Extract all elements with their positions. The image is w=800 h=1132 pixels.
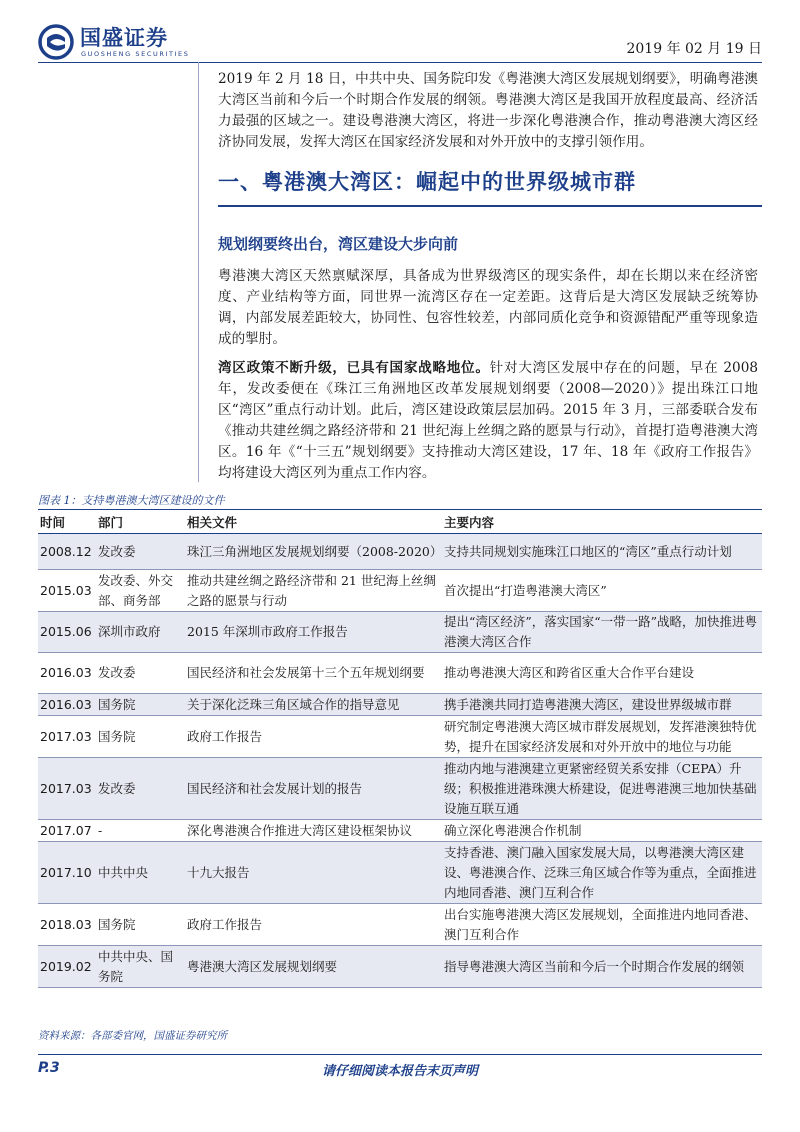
cell-department: 发改委、外交部、商务部	[96, 570, 185, 612]
cell-department: 发改委	[96, 653, 185, 694]
cell-content: 支持共同规划实施珠江口地区的“湾区”重点行动计划	[442, 534, 762, 570]
cell-content: 研究制定粤港澳大湾区城市群发展规划，发挥港澳独特优势，提升在国家经济发展和对外开放中的地位与功能	[442, 716, 762, 758]
table-row	[38, 694, 762, 716]
cell-date: 2008.12	[38, 534, 96, 570]
cell-department: 国务院	[96, 694, 185, 716]
paragraph-lead: 湾区政策不断升级，已具有国家战略地位。	[218, 360, 490, 376]
cell-document: 政府工作报告	[185, 904, 442, 946]
table-row	[38, 653, 762, 694]
cell-document: 推动共建丝绸之路经济带和 21 世纪海上丝绸之路的愿景与行动	[185, 570, 442, 612]
cell-content: 出台实施粤港澳大湾区发展规划，全面推进内地同香港、澳门互利合作	[442, 904, 762, 946]
column-header-date: 时间	[38, 511, 96, 534]
cell-document: 关于深化泛珠三角区域合作的指导意见	[185, 694, 442, 716]
cell-content: 携手港澳共同打造粤港澳大湾区，建设世界级城市群	[442, 694, 762, 716]
data-source: 资料来源：各部委官网，国盛证券研究所	[38, 1030, 227, 1042]
subsection-title: 规划纲要终出台，湾区建设大步向前	[218, 235, 459, 253]
cell-document: 政府工作报告	[185, 716, 442, 758]
cell-date: 2017.07	[38, 820, 96, 842]
margin-divider	[198, 62, 199, 482]
cell-content: 确立深化粤港澳合作机制	[442, 820, 762, 842]
cell-document: 粤港澳大湾区发展规划纲要	[185, 946, 442, 988]
policy-table	[38, 511, 762, 988]
cell-document: 国民经济和社会发展计划的报告	[185, 758, 442, 820]
cell-document: 国民经济和社会发展第十三个五年规划纲要	[185, 653, 442, 694]
cell-date: 2019.02	[38, 946, 96, 988]
table-row	[38, 904, 762, 946]
section-title: 一、粤港澳大湾区：崛起中的世界级城市群	[218, 170, 636, 194]
intro-paragraph: 2019 年 2 月 18 日，中共中央、国务院印发《粤港澳大湾区发展规划纲要》，明确粤港澳大湾区当前和今后一个时期合作发展的纲领。粤港澳大湾区是我国开放程度最高、经济活力最强的区域之一。建设粤港澳大湾区，将进一步深化粤港澳合作，推动粤港澳大湾区经济协同发展，发挥大湾区在国家经济发展和对外开放中的支撑引领作用。	[218, 71, 758, 150]
cell-department: 国务院	[96, 716, 185, 758]
cell-document: 深化粤港澳合作推进大湾区建设框架协议	[185, 820, 442, 842]
cell-content: 指导粤港澳大湾区当前和今后一个时期合作发展的纲领	[442, 946, 762, 988]
paragraph-text: 针对大湾区发展中存在的问题，早在 2008 年，发改委便在《珠江三角洲地区改革发展规划纲要（2008—2020）》提出珠江口地区“湾区”重点行动计划。此后，湾区建设政策层层加码。2015 年 3 月，三部委联合发布《推动共建丝绸之路经济带和 21 世纪海上丝绸之路的愿景与行动》，首提打造粤港澳大湾区。16 年《“十三五”规划纲要》支持推动大湾区建设，17 年、18 年《政府工作报告》均将建设大湾区列为重点工作内容。	[218, 360, 759, 481]
table-row	[38, 570, 762, 612]
cell-document: 十九大报告	[185, 842, 442, 904]
company-name: 国盛证券	[80, 26, 168, 50]
cell-department: 深圳市政府	[96, 612, 185, 653]
cell-department: 国务院	[96, 904, 185, 946]
table-row	[38, 946, 762, 988]
cell-date: 2015.06	[38, 612, 96, 653]
cell-date: 2017.03	[38, 716, 96, 758]
cell-content: 支持香港、澳门融入国家发展大局，以粤港澳大湾区建设、粤港澳合作、泛珠三角区域合作等为重点，全面推进内地同香港、澳门互利合作	[442, 842, 762, 904]
company-logo-icon	[38, 24, 74, 60]
cell-department: 发改委	[96, 758, 185, 820]
table-caption: 图表 1：支持粤港澳大湾区建设的文件	[38, 494, 225, 507]
cell-content: 推动粤港澳大湾区和跨省区重大合作平台建设	[442, 653, 762, 694]
cell-date: 2015.03	[38, 570, 96, 612]
section-title-underline	[218, 205, 762, 207]
column-header-department: 部门	[96, 511, 185, 534]
cell-department: 中共中央、国务院	[96, 946, 185, 988]
page-number: P.3	[38, 1060, 60, 1076]
cell-document: 珠江三角洲地区发展规划纲要（2008-2020）	[185, 534, 442, 570]
body-paragraph-2	[218, 358, 758, 484]
header-divider	[38, 62, 762, 63]
cell-date: 2018.03	[38, 904, 96, 946]
column-header-content: 主要内容	[442, 511, 762, 534]
table-row	[38, 758, 762, 820]
body-paragraph-1: 粤港澳大湾区天然禀赋深厚，具备成为世界级湾区的现实条件，却在长期以来在经济密度、产业结构等方面，同世界一流湾区存在一定差距。这背后是大湾区发展缺乏统筹协调，内部发展差距较大，协同性、包容性较差，内部同质化竞争和资源错配严重等现象造成的掣肘。	[218, 268, 758, 347]
page-header	[38, 18, 762, 62]
company-name-en: GUOSHENG SECURITIES	[81, 50, 190, 58]
cell-department: 中共中央	[96, 842, 185, 904]
table-row	[38, 612, 762, 653]
caption-divider	[38, 509, 762, 510]
table-row	[38, 820, 762, 842]
cell-content: 提出“湾区经济”，落实国家“一带一路”战略，加快推进粤港澳大湾区合作	[442, 612, 762, 653]
cell-content: 推动内地与港澳建立更紧密经贸关系安排（CEPA）升级；积极推进港珠澳大桥建设，促进粤港澳三地加快基础设施互联互通	[442, 758, 762, 820]
cell-department: -	[96, 820, 185, 842]
cell-date: 2016.03	[38, 694, 96, 716]
report-date: 2019 年 02 月 19 日	[626, 41, 762, 57]
footer-divider	[38, 1054, 762, 1055]
cell-date: 2017.03	[38, 758, 96, 820]
column-header-document: 相关文件	[185, 511, 442, 534]
table-header-row	[38, 511, 762, 534]
table-row	[38, 842, 762, 904]
cell-document: 2015 年深圳市政府工作报告	[185, 612, 442, 653]
cell-date: 2017.10	[38, 842, 96, 904]
cell-department: 发改委	[96, 534, 185, 570]
cell-content: 首次提出“打造粤港澳大湾区”	[442, 570, 762, 612]
cell-date: 2016.03	[38, 653, 96, 694]
table-row	[38, 534, 762, 570]
disclaimer-note: 请仔细阅读本报告末页声明	[321, 1064, 478, 1079]
table-row	[38, 716, 762, 758]
